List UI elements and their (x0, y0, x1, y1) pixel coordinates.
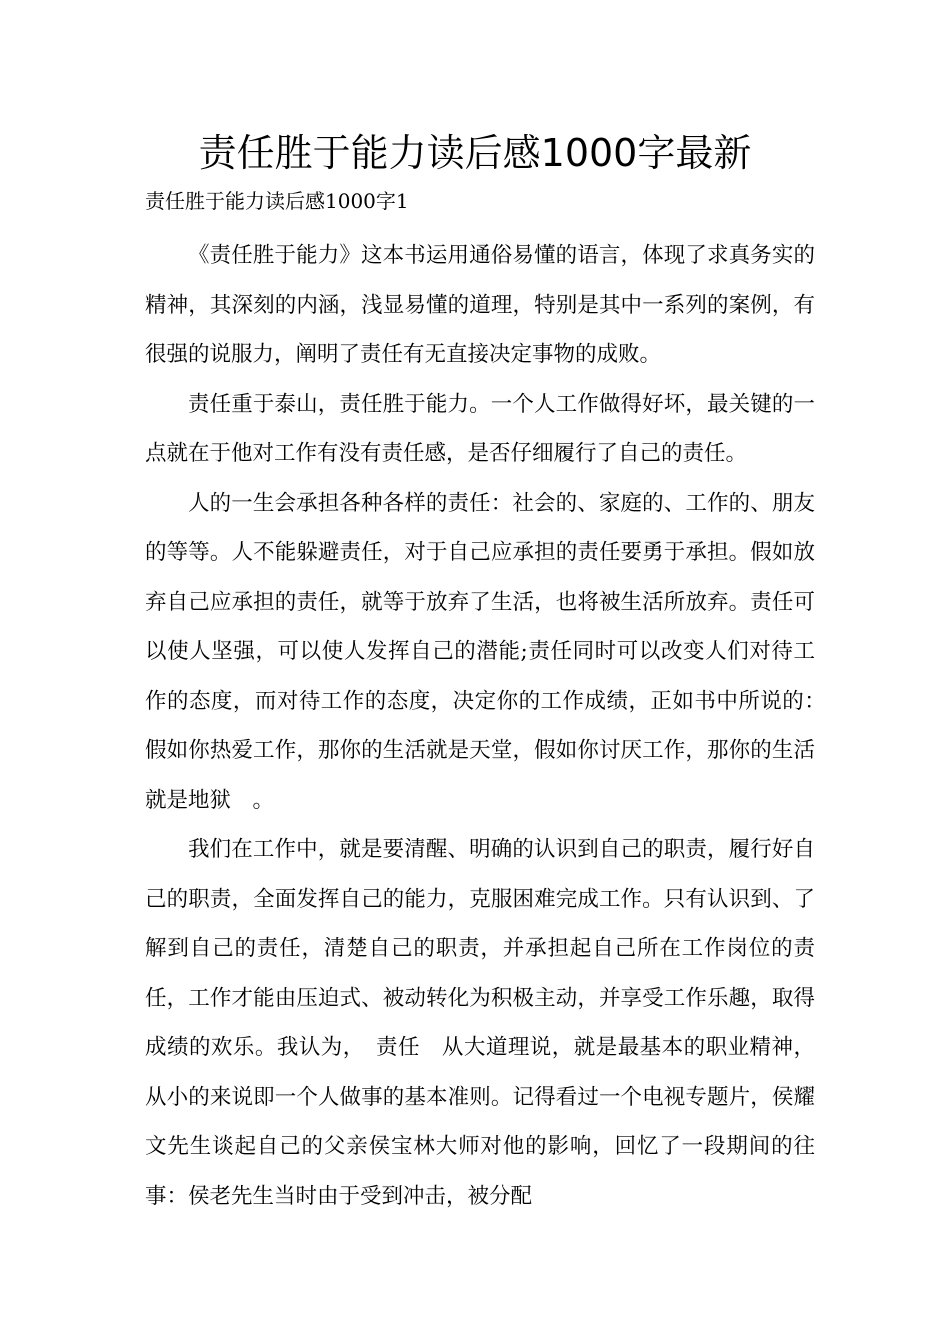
paragraph: 人的一生会承担各种各样的责任：社会的、家庭的、工作的、朋友的等等。人不能躲避责任，对于自己应承担的责任要勇于承担。假如放弃自己应承担的责任，就等于放弃了生活，也将被生活所放弃。责任可以使人坚强，可以使人发挥自己的潜能;责任同时可以改变人们对待工作的态度，而对待工作的态度，决定你的工作成绩，正如书中所说的： 假如你热爱工作，那你的生活就是天堂，假如你讨厌工作，那你的生活就是地狱 。 (145, 490, 837, 813)
paragraph: 我们在工作中，就是要清醒、明确的认识到自己的职责，履行好自己的职责，全面发挥自己的能力，克服困难完成工作。只有认识到、了解到自己的责任，清楚自己的职责，并承担起自己所在工作岗位的责任，工作才能由压迫式、被动转化为积极主动，并享受工作乐趣，取得成绩的欢乐。我认为， 责任 从大道理说，就是最基本的职业精神，从小的来说即一个人做事的基本准则。记得看过一个电视专题片，侯耀文先生谈起自己的父亲侯宝林大师对他的影响，回忆了一段期间的往事：侯老先生当时由于受到冲击，被分配 (145, 837, 815, 1209)
paragraph: 《责任胜于能力》这本书运用通俗易懂的语言，体现了求真务实的精神，其深刻的内涵，浅显易懂的道理，特别是其中一系列的案例，有很强的说服力，阐明了责任有无直接决定事物的成败。 (145, 243, 815, 367)
paragraph: 责任重于泰山，责任胜于能力。一个人工作做得好坏，最关键的一点就在于他对工作有没有责任感，是否仔细履行了自己的责任。 (145, 391, 815, 466)
document-subtitle: 责任胜于能力读后感1000字1 (145, 189, 409, 213)
document-body (145, 231, 837, 1221)
document-title: 责任胜于能力读后感1000字最新 (198, 131, 752, 175)
